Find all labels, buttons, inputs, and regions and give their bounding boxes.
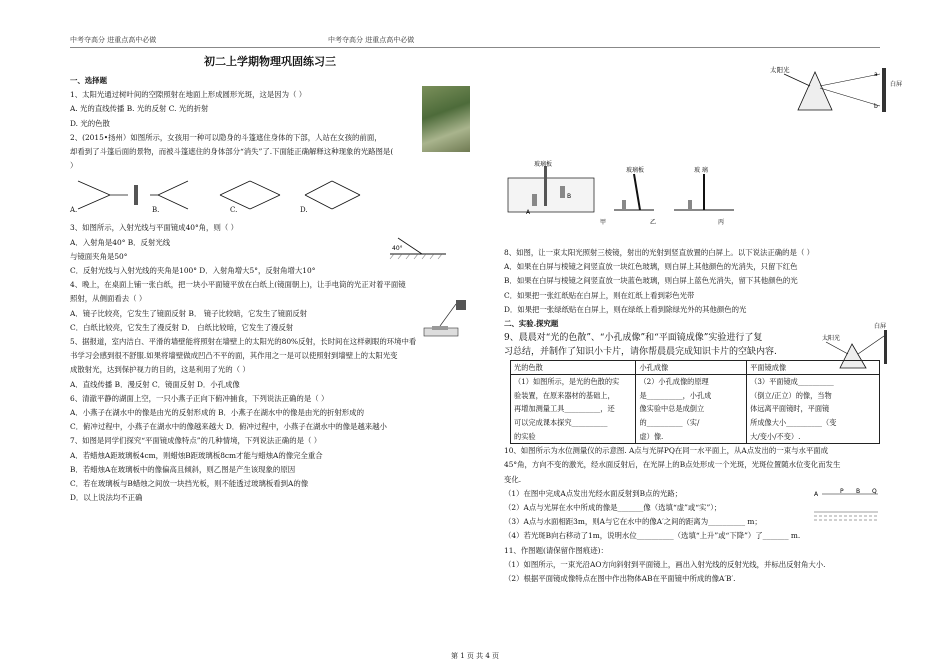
- option-c-label: C.: [230, 206, 238, 215]
- cell-line: 可以完成课本探究__________: [514, 418, 608, 427]
- cell-line: 体远离平面镜时，平面镜: [750, 404, 830, 414]
- table-cell: [636, 375, 747, 444]
- left-column: [70, 52, 470, 505]
- point-a-label: A: [814, 491, 819, 498]
- text-line: D．如果把一张绿纸贴在白屏上，则在绿纸上看到除绿光外的其他颜色的光: [504, 304, 747, 314]
- text-line: 8、如图，让一束太阳光照射三棱镜，射出的光射到竖直放置的白屏上。以下说法正确的是（ ）: [504, 248, 815, 257]
- table-header: 小孔成像: [636, 360, 747, 375]
- page-footer: 第 1 页 共 4 页: [450, 652, 500, 660]
- text-line: B．如果在白屏与棱镜之间竖直放一块蓝色玻璃，则白屏上蓝色光消失，留下其他颜色的光: [504, 276, 798, 286]
- table-header: 光的色散: [511, 360, 636, 375]
- text-line: （2）A点与光屏在水中所成的像是_______像（选填“虚”或“实”）；: [504, 503, 722, 512]
- text-line: 10、如图所示为水位测量仪的示意图. A点与光屏PQ在同一水平面上，从A点发出的一束与水平面成: [504, 446, 829, 456]
- text-line: A．镜子比较亮，它发生了镜面反射 B． 镜子比较暗，它发生了镜面反射: [70, 308, 308, 318]
- screen-label: 白屏: [890, 81, 903, 88]
- sun-label: 太阳光: [770, 66, 790, 74]
- text-line: 45°角，方向不变的激光，经水面反射后，在光屏上的B点处形成一个光斑，光斑位置随水位变化而发生: [504, 460, 841, 470]
- text-line: A．如果在白屏与棱镜之间竖直放一块红色玻璃，则白屏上其他颜色的光消失，只留下红色: [504, 262, 798, 272]
- right-column: [504, 246, 887, 586]
- angle-label: 40°: [392, 245, 403, 252]
- page-header-left: 中考夺高分 进重点高中必做: [70, 36, 157, 44]
- light-path-diagrams: [70, 173, 370, 213]
- candle-a-label: A: [526, 209, 531, 216]
- fig9-sun-label: 太阳光: [822, 335, 841, 342]
- text-line: 照射，从侧面看去（ ）: [70, 294, 147, 304]
- text-line: 习总结，并制作了知识小卡片，请你帮晨晨完成知识卡片的空缺内容.: [504, 347, 777, 358]
- knowledge-card-table: [510, 360, 880, 445]
- text-line: D．以上说法均不正确: [70, 493, 143, 503]
- text-line: （4）若光斑B向右移动了1m，说明水位__________（选填“上升”或“下降”）了_______ m.: [504, 531, 801, 541]
- text-line: 1、太阳光通过树叶间的空隙照射在地面上形成圆形光斑，这是因为（ ）: [70, 90, 307, 100]
- text-line: （2）根据平面镜成像特点在图中作出物体AB在平面镜中所成的像A′B′.: [504, 574, 736, 584]
- cell-line: 的__________（实/: [639, 418, 700, 427]
- point-q-label: Q: [872, 488, 877, 495]
- option-a-label: A.: [70, 206, 78, 215]
- fig-yi-label: 乙: [650, 219, 657, 226]
- page-header-center: 中考夺高分 进重点高中必做: [328, 36, 415, 44]
- table-row: [511, 360, 880, 375]
- cell-line: （2）小孔成像的原理: [639, 377, 709, 387]
- cell-line: 验装置，在原来器材的基础上，: [514, 390, 615, 400]
- text-line: 4、晚上，在桌面上铺一张白纸，把一块小平面镜平放在白纸上(镜面朝上)，让手电筒的光正对着平面镜: [70, 280, 406, 290]
- mirror-angle-diagram: [388, 234, 448, 262]
- label-a: a: [874, 71, 878, 78]
- fig-jia-label: 甲: [600, 219, 607, 226]
- text-line: 6、清澈平静的湖面上空，一只小燕子正向下俯冲捕食，下列说法正确的是（ ）: [70, 393, 329, 403]
- text-line: 5、据报道，室内洁白、平滑的墙壁能将照射在墙壁上的太阳光的80%反射，长时间在这样刺眼的环境中看: [70, 337, 417, 347]
- cell-line: 大/变小/不变）.: [750, 431, 801, 441]
- text-line: C．反射光线与入射光线的夹角是100° D．入射角增大5°，反射角增大10°: [70, 266, 316, 276]
- text-line: 书学习会感到很不舒服.如果将墙壁做成凹凸不平的面，其作用之一是可以使照射到墙壁上的太阳光变: [70, 351, 398, 361]
- cell-line: （倒立/正立）的像，当物: [750, 390, 832, 400]
- glass-label-2: 玻璃板: [626, 167, 645, 174]
- text-line: 成散射光，达到保护视力的目的，这是利用了光的（ ）: [70, 365, 250, 375]
- table-row: [511, 375, 880, 444]
- cell-line: 所成像大小__________（变: [750, 418, 837, 427]
- cell-line: 再增加测量工具__________，还: [514, 404, 615, 414]
- text-line: 与镜面夹角是50°: [70, 251, 128, 261]
- option-b-label: B.: [152, 206, 160, 215]
- text-line: C．白纸比较亮，它发生了漫反射 D． 白纸比较暗，它发生了漫反射: [70, 322, 294, 332]
- prism-dispersion-figure: [770, 64, 903, 126]
- glass-label-3: 玻 璃: [694, 167, 708, 174]
- cell-line: 像实验中总是成倒立: [639, 404, 705, 414]
- section-choice-title: 一、选择题: [70, 76, 107, 85]
- table-cell: [511, 375, 636, 444]
- option-d-label: D.: [300, 206, 308, 215]
- text-line: （3）A点与水面相距3m，则A与它在水中的像A′之间的距离为__________ m；: [504, 517, 762, 527]
- fig-bing-label: 丙: [718, 219, 725, 226]
- header-divider: [70, 47, 880, 48]
- text-line: 却看到了斗篷后面的景物，而被斗篷遮住的身体部分“消失”了.下面能正确解释这种现象的光路图是(: [70, 147, 394, 157]
- cell-line: 虚）像.: [639, 431, 664, 441]
- text-line: 9、晨晨对“光的色散”、“小孔成像”和“平面镜成像”实验进行了复: [504, 333, 763, 344]
- label-b: b: [874, 103, 878, 110]
- cell-line: （1）如图所示，是光的色散的实: [514, 377, 620, 387]
- text-line: A．直线传播 B．漫反射 C．镜面反射 D．小孔成像: [70, 379, 240, 389]
- text-line: 3、如图所示，入射光线与平面镜成40°角，则（ ）: [70, 223, 238, 233]
- girl-cloak-photo: [422, 86, 470, 152]
- text-line: D. 光的色散: [70, 118, 110, 128]
- text-line: ）: [70, 161, 78, 171]
- cell-line: 是__________，小孔成: [639, 390, 712, 400]
- text-line: （1）如图所示，一束光沿AO方向斜射到平面镜上，画出入射光线的反射光线，并标出反射角大小.: [504, 559, 826, 569]
- text-line: A．小燕子在湖水中的像是由光的反射形成的 B．小燕子在湖水中的像是由光的折射形成的: [70, 408, 364, 418]
- q2-option-figures: [70, 173, 470, 221]
- text-line: A．若蜡烛A距玻璃板4cm，则蜡烛B距玻璃板8cm才能与蜡烛A的像完全重合: [70, 450, 323, 460]
- cell-line: 的实验: [514, 431, 536, 441]
- table-header: 平面镜成像: [747, 360, 880, 375]
- text-line: A. 光的直线传播 B. 光的反射 C. 光的折射: [70, 104, 209, 114]
- text-line: C．若在玻璃板与B蜡烛之间放一块挡光板，则不能透过玻璃板看到A的像: [70, 479, 309, 489]
- fig9-screen-label: 白屏: [874, 323, 887, 330]
- text-line: C．如果把一张红纸贴在白屏上，则在红纸上看到彩色光带: [504, 290, 695, 300]
- text-line: （1）在图中完成A点发出光经水面反射到B点的光路；: [504, 488, 683, 498]
- text-line: 变化.: [504, 474, 522, 484]
- text-line: C．俯冲过程中，小燕子在湖水中的像越来越大 D．俯冲过程中，小燕子在湖水中的像是越来越小: [70, 422, 387, 432]
- page-title: 初二上学期物理巩固练习三: [204, 55, 336, 68]
- glass-label-1: 玻璃板: [534, 161, 553, 168]
- text-line: B．若蜡烛A在玻璃板中的像偏高且倾斜，则乙图是产生该现象的原因: [70, 464, 296, 474]
- candle-b-label: B: [567, 193, 572, 200]
- text-line: A．入射角是40° B．反射光线: [70, 237, 171, 247]
- point-p-label: P: [840, 488, 844, 495]
- point-b-label: B: [856, 488, 861, 495]
- text-line: 2、(2015•扬州）如图所示，女孩用一种可以隐身的斗篷遮住身体的下部，人站在女孩的前面，: [70, 132, 382, 142]
- text-line: 7、如图是同学们探究“平面镜成像特点”的几种情境，下列说法正确的是（ ）: [70, 436, 322, 446]
- table-cell: [747, 375, 880, 444]
- section-experiment-title: 二、实验.探究题: [504, 319, 559, 329]
- cell-line: （3）平面镜成__________: [750, 377, 834, 387]
- plane-mirror-figures: [504, 160, 754, 226]
- flashlight-mirror-figure: [422, 300, 474, 340]
- text-line: 11、作图题(请保留作图痕迹)：: [504, 545, 608, 555]
